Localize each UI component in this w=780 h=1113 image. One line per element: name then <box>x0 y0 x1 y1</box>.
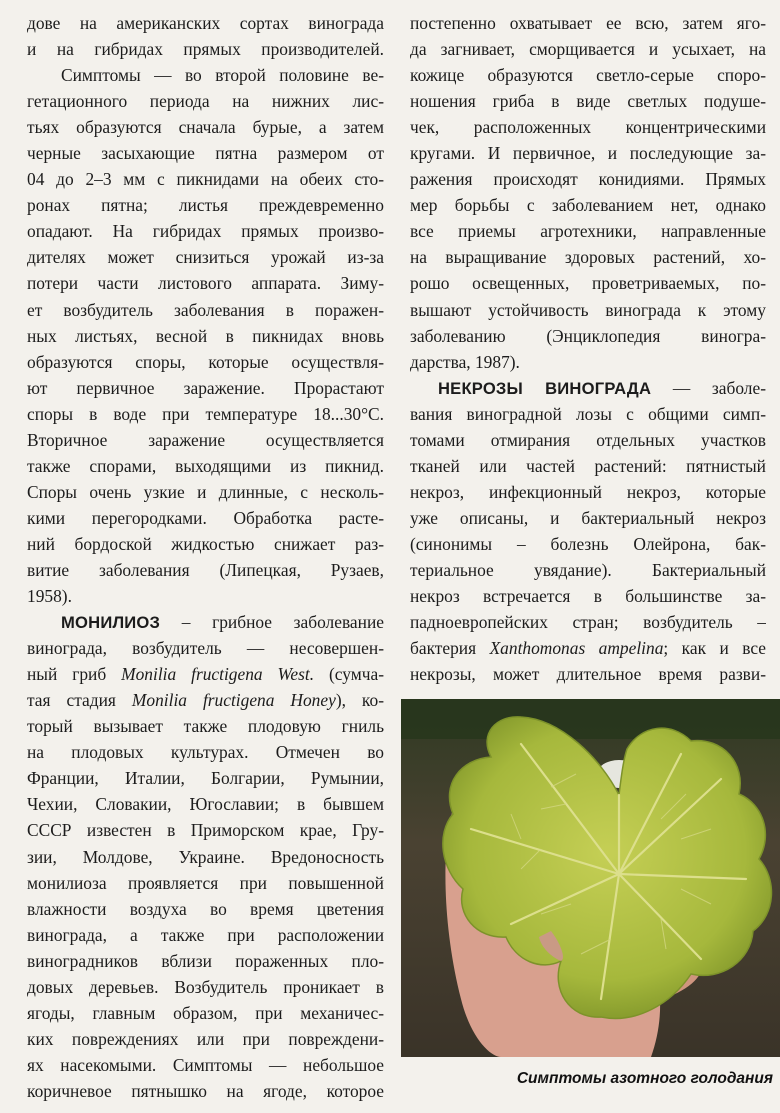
text-fragment: бактерия <box>410 638 490 659</box>
text-line: монилиоза проявляется при повышенной <box>27 872 384 893</box>
text-line: да загнивает, сморщивается и усыхает, на <box>410 39 766 60</box>
text-line: вания виноградной лозы с общими симп- <box>410 403 766 424</box>
text-line: опадают. На гибридах прямых произво- <box>27 221 384 242</box>
text-line: довых деревьев. Возбудитель проникает в <box>27 976 384 997</box>
text-line: ний бордоской жидкостью снижает раз- <box>27 533 384 554</box>
species-name: Xanthomonas ampelina <box>489 638 664 659</box>
text-line: некрозы, может длительное время разви- <box>410 664 766 685</box>
text-line: ягоды, главным образом, при механичес- <box>27 1002 384 1023</box>
text-line: черные засыхающие пятна размером от <box>27 143 384 164</box>
figure-caption: Симптомы азотного голодания <box>516 1070 773 1087</box>
text-line: уже описаны, и бактериальный некроз <box>410 507 766 528</box>
text-line: тьях образуются сначала бурые, а затем <box>27 117 384 138</box>
text-line: и на гибридах прямых производителей. <box>27 39 384 60</box>
leaf-photo <box>401 699 780 1057</box>
text-line: падноевропейских стран; возбудитель – <box>410 612 766 633</box>
text-line: (синонимы – болезнь Олейрона, бак- <box>410 533 766 554</box>
text-line: также спорами, выходящими из пикнид. <box>27 455 384 476</box>
text-line: териальное увядание). Бактериальный <box>410 559 766 580</box>
text-line: ют первичное заражение. Прорастают <box>27 377 384 398</box>
text-line: витие заболевания (Липецкая, Рузаев, <box>27 559 384 580</box>
text-line: дове на американских сортах винограда <box>27 13 384 33</box>
foliage-strip <box>401 699 780 739</box>
text-line: вышают устойчивость винограда к этому <box>410 299 766 320</box>
text-fragment: ; как и все <box>663 638 766 659</box>
text-line: дителях может снизиться урожай из-за <box>27 247 384 268</box>
text-line: на выращивание здоровых растений, хо- <box>410 247 766 268</box>
leaf-illustration <box>401 699 780 1057</box>
text-fragment: – грибное заболевание <box>160 612 384 633</box>
text-line: ях насекомыми. Симптомы — небольшое <box>27 1054 384 1075</box>
text-line: все приемы агротехники, направленные <box>410 221 766 242</box>
right-column <box>410 10 766 687</box>
text-line: 04 до 2–3 мм с пикнидами на обеих сто- <box>27 169 384 190</box>
text-line: виноградников вблизи пораженных пло- <box>27 950 384 971</box>
text-line: винограда, а также при расположении <box>27 924 384 945</box>
species-name: Monilia fructigena West. <box>121 664 315 685</box>
text-line: некроз встречается в большинстве за- <box>410 586 766 607</box>
text-line: тканей или частей растений: пятнистый <box>410 455 766 476</box>
text-line: Симптомы — во второй половине ве- <box>61 65 384 86</box>
text-line: ких повреждениях или при повреждени- <box>27 1028 384 1049</box>
nekrozy-heading-line <box>410 375 766 401</box>
text-line: чек, расположенных концентрическими <box>410 117 766 138</box>
text-line: ношения гриба в виде светлых подуше- <box>410 91 766 112</box>
text-line: споры в воде при температуре 18...30°C. <box>27 403 384 424</box>
text-line: винограда, возбудитель — несовершен- <box>27 638 384 659</box>
text-fragment: ), ко- <box>335 690 384 711</box>
text-line <box>27 661 384 687</box>
text-line: Споры очень узкие и длинные, с несколь- <box>27 481 384 502</box>
monilioz-heading-line <box>27 609 384 635</box>
text-line: некроз, инфекционный некроз, которые <box>410 481 766 502</box>
text-line: ражения происходят конидиями. Прямых <box>410 169 766 190</box>
species-name: Monilia fructigena Honey <box>131 690 336 711</box>
text-line: дарства, 1987). <box>410 351 520 372</box>
left-column <box>27 10 384 1104</box>
text-line: постепенно охватывает ее всю, затем яго- <box>410 13 766 33</box>
text-fragment: тая стадия <box>27 690 132 711</box>
text-line: зии, Молдове, Украине. Вредоносность <box>27 846 384 867</box>
text-line: кими перегородками. Обработка расте- <box>27 507 384 528</box>
text-line: коричневое пятнышко на ягоде, которое <box>27 1080 384 1101</box>
text-line: на плодовых культурах. Отмечен во <box>27 742 384 763</box>
text-line: СССР известен в Приморском крае, Гру- <box>27 820 384 841</box>
text-line: торый вызывает также плодовую гниль <box>27 716 384 737</box>
text-line: Вторичное заражение осуществляется <box>27 429 384 450</box>
term-monilioz: МОНИЛИОЗ <box>61 613 161 633</box>
text-line: томами отмирания отдельных участков <box>410 429 766 450</box>
text-fragment: — заболе- <box>651 377 766 398</box>
text-line: ных листьях, весной в пикнидах вновь <box>27 325 384 346</box>
text-line: потери части листового аппарата. Зиму- <box>27 273 384 294</box>
text-line <box>27 687 384 713</box>
text-fragment: (сумча- <box>314 664 384 685</box>
text-fragment: ный гриб <box>27 664 122 685</box>
text-line: 1958). <box>27 586 72 607</box>
text-line: мер борьбы с заболеванием нет, однако <box>410 195 766 216</box>
figure <box>401 699 780 1113</box>
text-line: кругами. И первичное, и последующие за- <box>410 143 766 164</box>
text-line: образуются споры, которые осуществля- <box>27 351 384 372</box>
text-line: Чехии, Словакии, Югославии; в бывшем <box>27 794 384 815</box>
text-line: гетационного периода на нижних лис- <box>27 91 384 112</box>
text-line: Франции, Италии, Болгарии, Румынии, <box>27 768 384 789</box>
term-nekrozy: НЕКРОЗЫ ВИНОГРАДА <box>438 378 652 398</box>
text-line: влажности воздуха во время цветения <box>27 898 384 919</box>
text-line: ет возбудитель заболевания в поражен- <box>27 299 384 320</box>
text-line: рошо освещенных, проветриваемых, по- <box>410 273 766 294</box>
text-line <box>410 635 766 661</box>
text-line: ронах пятна; листья преждевременно <box>27 195 384 216</box>
text-line: заболеванию (Энциклопедия виногра- <box>410 325 766 346</box>
text-line: кожице образуются светло-серые споро- <box>410 65 766 86</box>
